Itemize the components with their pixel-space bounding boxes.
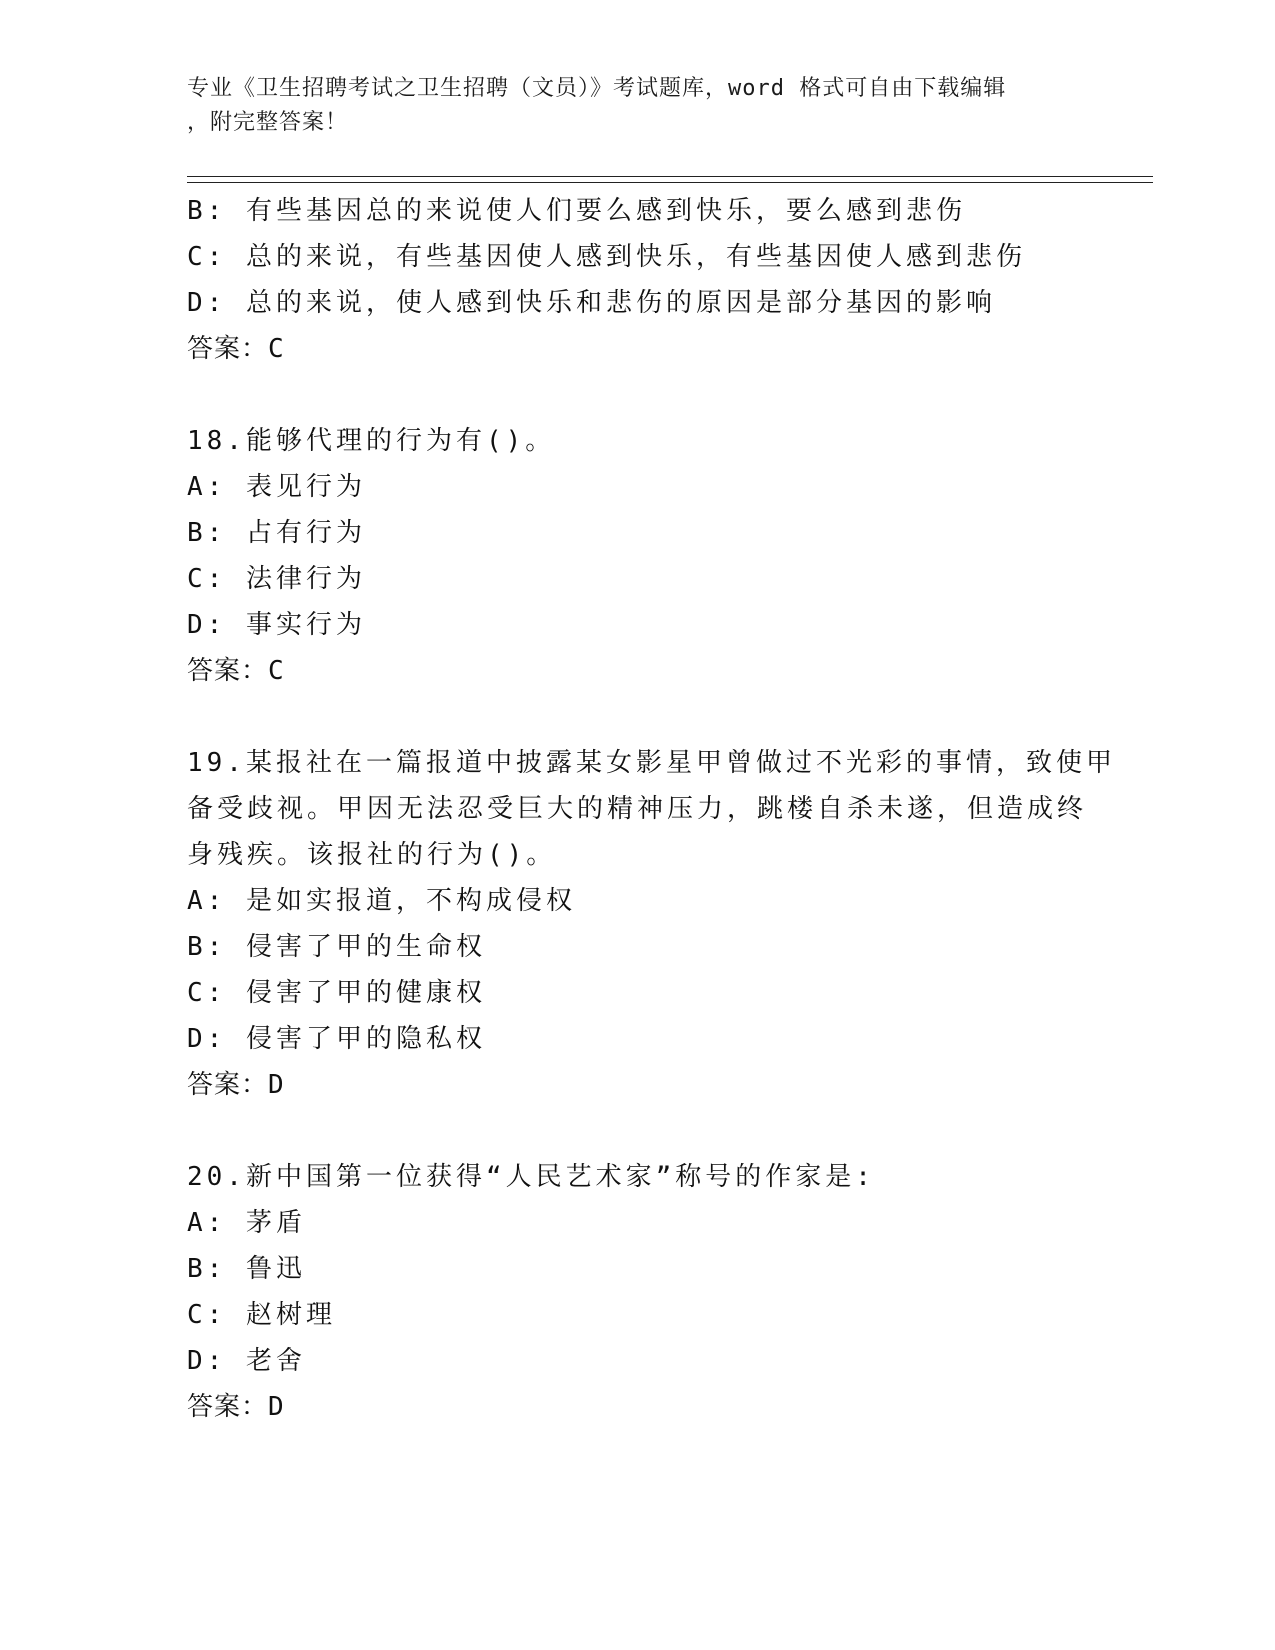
question-19 bbox=[187, 740, 1116, 1108]
header-line-2: ，附完整答案！ bbox=[187, 110, 349, 135]
answer bbox=[187, 1062, 1087, 1108]
option-b: B: 鲁迅 bbox=[187, 1254, 306, 1284]
question-content bbox=[187, 188, 1116, 1430]
option-a: A: 茅盾 bbox=[187, 1208, 306, 1238]
option-c: C: 法律行为 bbox=[187, 564, 366, 594]
option-d: D: 侵害了甲的隐私权 bbox=[187, 1024, 486, 1054]
question-stem-line-2: 备受歧视。甲因无法忍受巨大的精神压力，跳楼自杀未遂，但造成终 bbox=[187, 794, 1088, 824]
answer-value: D bbox=[268, 1070, 285, 1100]
answer-label: 答案： bbox=[187, 656, 269, 686]
option-a: A: 表见行为 bbox=[187, 472, 366, 502]
question-18 bbox=[187, 418, 1087, 694]
answer bbox=[187, 1384, 1087, 1430]
header-rule-bottom bbox=[187, 182, 1153, 183]
header-rule-top bbox=[187, 176, 1153, 177]
question-stem: 20.新中国第一位获得“人民艺术家”称号的作家是: bbox=[187, 1162, 875, 1192]
answer bbox=[187, 326, 1087, 372]
answer-value: D bbox=[268, 1392, 285, 1422]
option-c: C: 总的来说，有些基因使人感到快乐，有些基因使人感到悲伤 bbox=[187, 242, 1026, 272]
answer bbox=[187, 648, 1087, 694]
option-d: D: 事实行为 bbox=[187, 610, 366, 640]
question-20 bbox=[187, 1154, 1087, 1430]
header-line-1: 专业《卫生招聘考试之卫生招聘（文员）》考试题库，word 格式可自由下载编辑 bbox=[187, 76, 1007, 101]
answer-value: C bbox=[268, 334, 285, 364]
option-b: B: 侵害了甲的生命权 bbox=[187, 932, 486, 962]
option-d: D: 老舍 bbox=[187, 1346, 306, 1376]
question-17-tail bbox=[187, 188, 1087, 372]
question-stem: 18.能够代理的行为有()。 bbox=[187, 426, 556, 456]
answer-label: 答案： bbox=[187, 334, 269, 364]
option-c: C: 赵树理 bbox=[187, 1300, 336, 1330]
answer-label: 答案： bbox=[187, 1392, 269, 1422]
option-a: A: 是如实报道，不构成侵权 bbox=[187, 886, 576, 916]
option-d: D: 总的来说，使人感到快乐和悲伤的原因是部分基因的影响 bbox=[187, 288, 996, 318]
option-b: B: 占有行为 bbox=[187, 518, 366, 548]
question-stem-line-3: 身残疾。该报社的行为()。 bbox=[187, 840, 557, 870]
answer-value: C bbox=[268, 656, 285, 686]
question-stem-line-1: 19.某报社在一篇报道中披露某女影星甲曾做过不光彩的事情，致使甲 bbox=[187, 748, 1116, 778]
option-b: B: 有些基因总的来说使人们要么感到快乐，要么感到悲伤 bbox=[187, 196, 966, 226]
option-c: C: 侵害了甲的健康权 bbox=[187, 978, 486, 1008]
answer-label: 答案： bbox=[187, 1070, 269, 1100]
document-header bbox=[187, 72, 1067, 140]
